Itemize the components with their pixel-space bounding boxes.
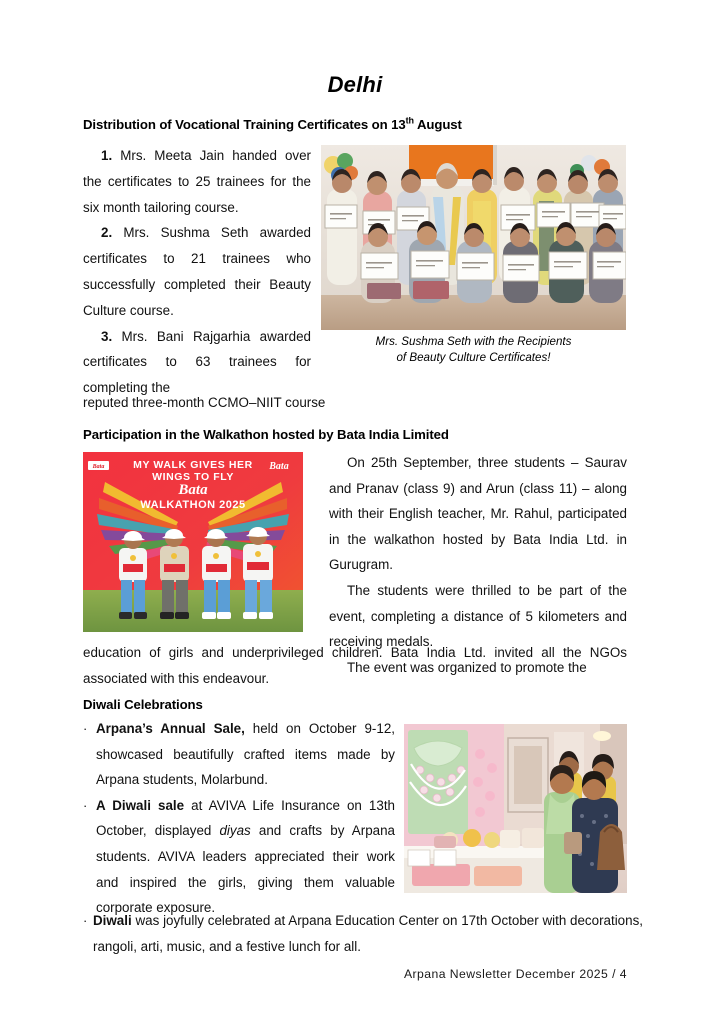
- walkathon-paragraph-3: The event was organized to promote the: [347, 659, 587, 675]
- caption-line-2: of Beauty Culture Certificates!: [396, 351, 551, 364]
- photo-walkathon: [83, 452, 303, 632]
- photo-diwali-sale: [404, 724, 627, 893]
- section-heading-vocational-training: [83, 117, 627, 133]
- page-content: [83, 0, 643, 1029]
- photo-certificate-recipients: [321, 145, 626, 330]
- vocational-item-2-number: 2.: [101, 225, 113, 241]
- svg-text:Bata: Bata: [269, 461, 289, 472]
- bullet-marker-icon: ·: [83, 913, 88, 928]
- photo-caption-certificates: [321, 334, 626, 366]
- walkathon-paragraph-4: education of girls and underprivileged children. Bata India Ltd. invited all the NGOs associated with this endeavour.: [83, 645, 627, 686]
- bullet-marker-icon: ·: [83, 797, 88, 813]
- svg-text:WINGS TO FLY: WINGS TO FLY: [152, 471, 234, 483]
- bullet-3-bold: Diwali: [93, 913, 132, 928]
- svg-text:MY WALK GIVES HER: MY WALK GIVES HER: [133, 459, 253, 471]
- bullet-marker-icon: ·: [83, 721, 88, 736]
- caption-line-1: Mrs. Sushma Seth with the Recipients: [375, 335, 572, 348]
- walkathon-paragraph-1: On 25th September, three students – Saurav and Pranav (class 9) and Arun (class 11) – along with their English teacher, Mr. Rahul, participated in the walkathon hosted by Bata India Ltd. in Gurugram.: [329, 455, 627, 573]
- section-heading-diwali: Diwali Celebrations: [83, 697, 203, 712]
- vocational-item-2-text: Mrs. Sushma Seth awarded certificates to 21 trainees who successfully completed their Beauty Culture course.: [83, 225, 311, 318]
- bullet-text: [93, 908, 643, 959]
- photo-certificate-recipients-graphic: [321, 145, 626, 330]
- bullet-1-rest: held on October 9-12, showcased beautifully crafted items made by Arpana students, Molarbund.: [96, 721, 395, 788]
- heading-text-post: August: [413, 117, 462, 132]
- svg-text:WALKATHON 2025: WALKATHON 2025: [140, 499, 246, 511]
- bullet-2-italic: diyas: [219, 823, 251, 839]
- walkathon-paragraph-2: The students were thrilled to be part of the event, completing a distance of 5 kilometers and receiving medals.: [329, 582, 627, 650]
- bullet-2-bold: A Diwali sale: [96, 797, 185, 813]
- vocational-item-3-text: Mrs. Bani Rajgarhia awarded certificates to 63 trainees for completing the: [83, 328, 311, 396]
- diwali-bullet-list-final: [83, 908, 643, 959]
- heading-ordinal-suffix: th: [405, 115, 414, 126]
- bullet-1-bold: Arpana’s Annual Sale,: [96, 721, 245, 736]
- bullet-3-rest: was joyfully celebrated at Arpana Education Center on 17th October with decorations, rangoli, arti, music, and a festive lunch for all.: [93, 913, 643, 954]
- vocational-paragraph-column: [83, 143, 311, 401]
- photo-diwali-sale-graphic: [404, 724, 627, 893]
- vocational-item-1: [83, 143, 311, 220]
- list-item: [83, 793, 395, 921]
- vocational-item-1-text: Mrs. Meeta Jain handed over the certificates to 25 trainees for the six month tailoring course.: [83, 148, 311, 215]
- vocational-item-3: [83, 324, 311, 401]
- vocational-item-2: [83, 220, 311, 323]
- photo-walkathon-graphic: [83, 452, 303, 632]
- vocational-overflow-line: reputed three-month CCMO–NIIT course: [83, 395, 326, 410]
- vocational-item-1-number: 1.: [101, 148, 113, 163]
- bullet-2-rest-a: at AVIVA Life Insurance on 13th October, displayed: [96, 797, 395, 839]
- section-heading-walkathon: Participation in the Walkathon hosted by Bata India Limited: [83, 427, 449, 442]
- list-item: [83, 716, 395, 793]
- page-title: Delhi: [327, 72, 383, 97]
- vocational-item-3-number: 3.: [101, 328, 113, 344]
- bullet-text: [96, 716, 395, 793]
- heading-text-pre: Distribution of Vocational Training Certificates on 13: [83, 117, 406, 132]
- walkathon-continuation-paragraph: [83, 640, 627, 691]
- svg-text:Bata: Bata: [92, 464, 105, 470]
- diwali-bullet-list: [83, 716, 395, 921]
- svg-text:Bata: Bata: [178, 482, 208, 498]
- bullet-2-rest-b: and crafts by Arpana students. AVIVA leaders appreciated their work and inspired the girls, giving them valuable corporate exposure.: [96, 823, 395, 916]
- bullet-text: [96, 793, 395, 921]
- list-item: [83, 908, 643, 959]
- page-footer: Arpana Newsletter December 2025 / 4: [403, 967, 627, 981]
